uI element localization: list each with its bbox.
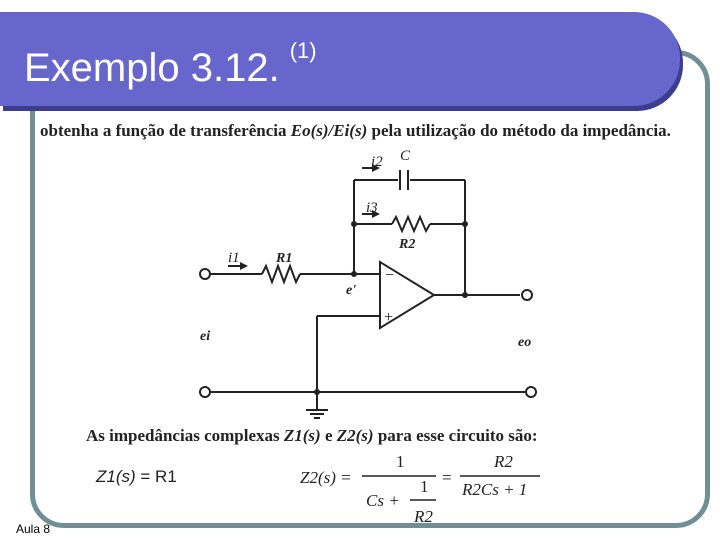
- footer-label: Aula 8: [16, 522, 51, 536]
- label-minus: −: [384, 267, 395, 284]
- impedance-heading: [86, 426, 538, 446]
- terminal-output-bottom: [526, 387, 536, 397]
- problem-formula: Eo(s)/Ei(s): [290, 121, 368, 140]
- label-eo: eo: [518, 335, 532, 350]
- z1-lhs: Z1(s): [96, 467, 136, 486]
- problem-text-post: pela utilização do método da impedância.: [367, 121, 671, 140]
- label-i3: i3: [366, 200, 378, 216]
- terminal-input-bottom: [200, 387, 210, 397]
- label-e-prime: e': [346, 283, 357, 298]
- junction-r2-right: [462, 221, 468, 227]
- slide-title-text: Exemplo 3.12.: [24, 46, 280, 90]
- label-plus: +: [383, 309, 394, 326]
- equation-z2: [290, 448, 560, 528]
- resistor-r1: [262, 266, 300, 282]
- z2-den1-den: R2: [414, 507, 433, 526]
- junction-node: [351, 271, 357, 277]
- z2-den2: R2Cs + 1: [462, 480, 528, 499]
- terminal-output-top: [522, 290, 532, 300]
- junction-output: [462, 292, 468, 298]
- label-r2: R2: [399, 237, 416, 252]
- equation-z1: [96, 467, 177, 487]
- z2-den1-num: 1: [420, 477, 429, 496]
- z2-lhs: Z2(s) =: [300, 468, 352, 487]
- arrow-i1-head: [240, 262, 248, 270]
- problem-text-pre: obtenha a função de transferência: [40, 121, 291, 140]
- heading-z1: Z1(s): [283, 426, 321, 445]
- heading-pre: As impedâncias complexas: [86, 426, 284, 445]
- z2-eq: =: [442, 468, 452, 487]
- slide-title-ref: (1): [289, 38, 317, 63]
- z2-num2: R2: [494, 452, 513, 471]
- junction-r2-left: [351, 221, 357, 227]
- junction-ground: [314, 389, 320, 395]
- heading-mid: e: [320, 426, 337, 445]
- heading-post: para esse circuito são:: [373, 426, 538, 445]
- label-i2: i2: [371, 154, 383, 170]
- label-r1: R1: [276, 251, 293, 266]
- resistor-r2: [392, 217, 430, 231]
- label-ei: ei: [200, 329, 211, 344]
- label-c: C: [400, 148, 411, 164]
- terminal-input-top: [200, 269, 210, 279]
- z2-den1-a: Cs +: [366, 491, 400, 510]
- label-i1: i1: [228, 250, 240, 266]
- z1-rhs: = R1: [140, 467, 177, 486]
- z2-num1: 1: [396, 452, 405, 471]
- heading-z2: Z2(s): [336, 426, 374, 445]
